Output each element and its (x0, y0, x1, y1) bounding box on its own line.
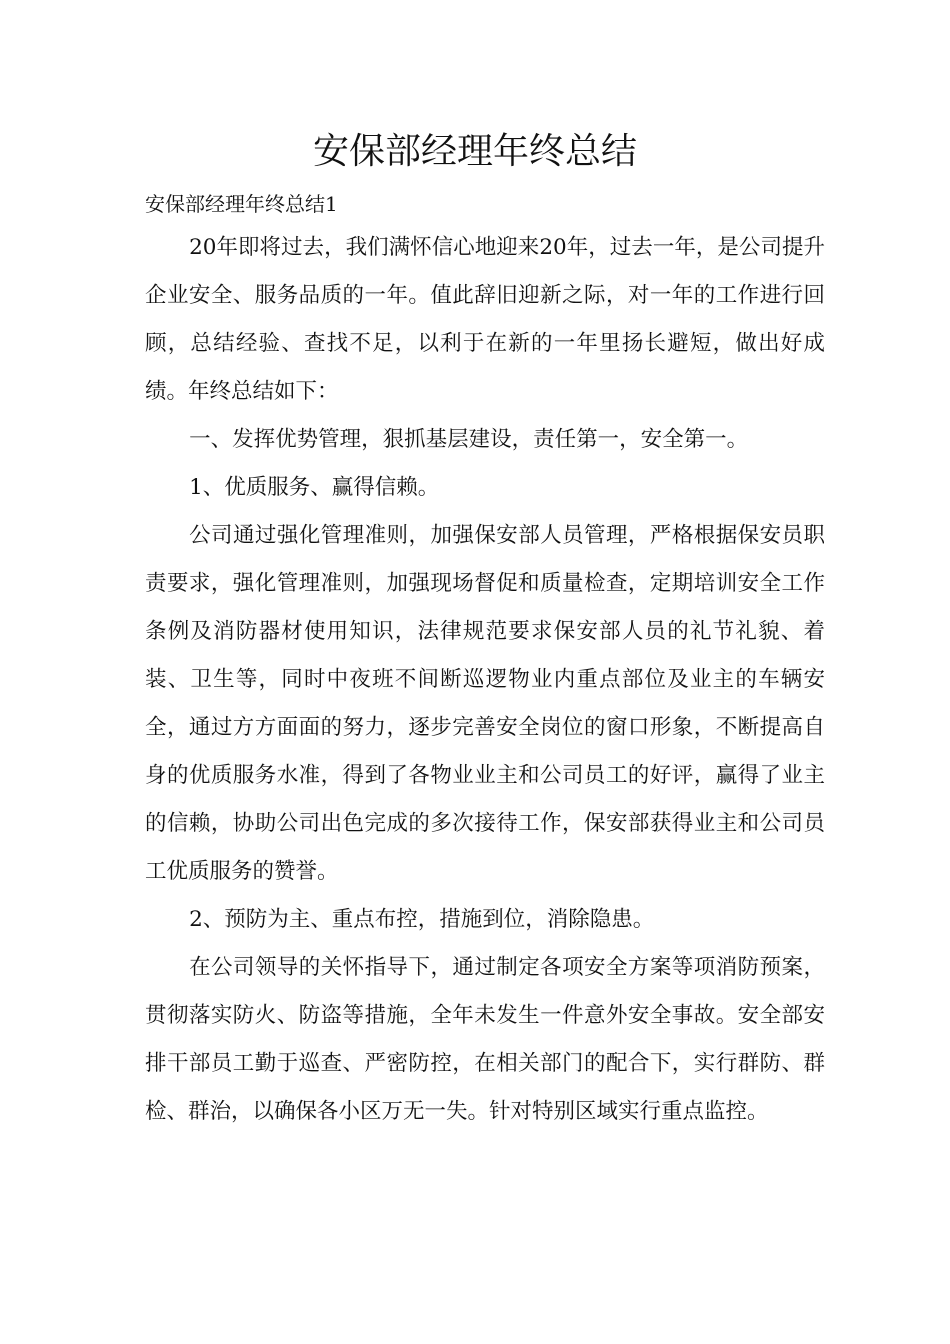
document-title: 安保部经理年终总结 (312, 131, 637, 172)
paragraph-service: 公司通过强化管理准则，加强保安部人员管理，严格根据保安员职责要求，强化管理准则，加强现场督促和质量检查，定期培训安全工作条例及消防器材使用知识，法律规范要求保安部人员的礼节礼貌、着装、卫生等，同时中夜班不间断巡逻物业内重点部位及业主的车辆安全，通过方方面面的努力，逐步完善安全岗位的窗口形象，不断提高自身的优质服务水准，得到了各物业业主和公司员工的好评，赢得了业主的信赖，协助公司出色完成的多次接待工作，保安部获得业主和公司员工优质服务的赞誉。 (145, 523, 825, 884)
paragraph-prevention: 在公司领导的关怀指导下，通过制定各项安全方案等项消防预案，贯彻落实防火、防盗等措施，全年未发生一件意外安全事故。安全部安排干部员工勤于巡查、严密防控，在相关部门的配合下，实行群防、群检、群治，以确保各小区万无一失。针对特别区域实行重点监控。 (145, 955, 825, 1124)
heading-section-one: 一、发挥优势管理，狠抓基层建设，责任第一，安全第一。 (189, 427, 749, 452)
paragraph-intro: 20年即将过去，我们满怀信心地迎来20年，过去一年，是公司提升企业安全、服务品质的一年。值此辞旧迎新之际，对一年的工作进行回顾，总结经验、查找不足，以利于在新的一年里扬长避短，做出好成绩。年终总结如下： (145, 235, 825, 404)
section-subtitle: 安保部经理年终总结1 (145, 192, 338, 216)
heading-item-two: 2、预防为主、重点布控，措施到位，消除隐患。 (189, 907, 655, 932)
document-body (145, 184, 825, 1136)
heading-item-one: 1、优质服务、赢得信赖。 (189, 475, 440, 500)
